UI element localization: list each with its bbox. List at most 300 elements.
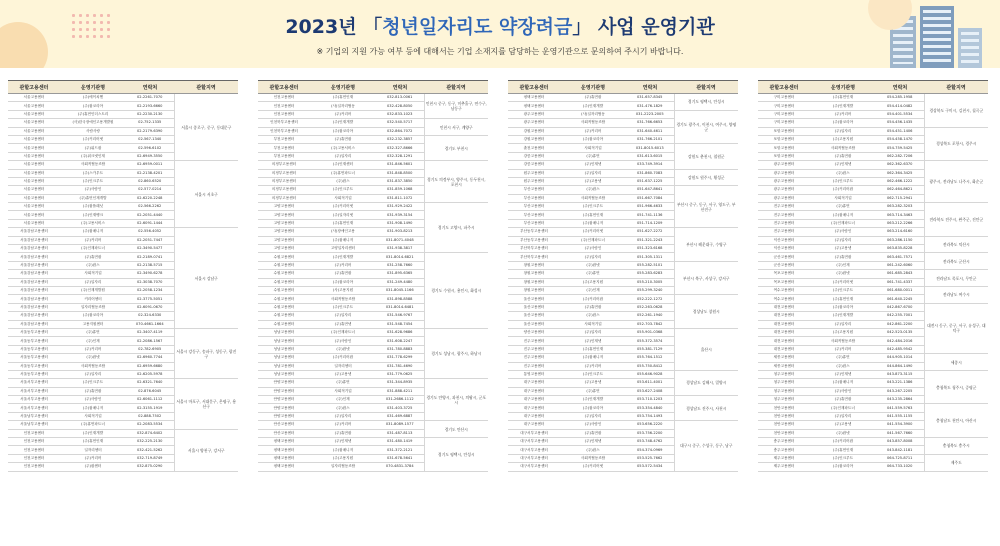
center-cell: 수원고용센터 [258, 278, 310, 286]
agency-name-cell: (주)휴먼 [560, 387, 626, 395]
phone-cell: 031-766-2101 [626, 135, 674, 143]
center-cell: 구미고용센터 [758, 110, 810, 118]
phone-cell: 032-719-8749 [126, 454, 174, 462]
agency-name-cell: 사회적기업 [560, 320, 626, 328]
agency-name-cell: (주)잡코리아 [560, 135, 626, 143]
center-cell: 부산동부고용센터 [508, 236, 560, 244]
table-row [258, 438, 488, 446]
phone-cell: 031-766-6653 [626, 119, 674, 127]
agency-table-panel [758, 80, 988, 472]
agency-table [258, 80, 488, 472]
phone-cell: 031-848-8500 [376, 169, 424, 177]
phone-cell: 063-835-8228 [876, 245, 924, 253]
region-cell: 인천시 중구, 동구, 미추홀구, 연수구, 남동구 [424, 94, 488, 119]
phone-cell: 053-572-5434 [626, 463, 674, 471]
phone-cell: 042-484-2016 [876, 337, 924, 345]
center-cell: 인천북부고용센터 [258, 119, 310, 127]
region-cell: 대전시 동구, 중구, 서구, 유성구, 대덕구 [924, 303, 988, 353]
phone-cell: 062-715-2941 [876, 194, 924, 202]
phone-cell: 02-6959-0011 [126, 161, 174, 169]
phone-cell: 031-657-8345 [626, 94, 674, 102]
phone-cell: 062-464-8621 [876, 186, 924, 194]
agency-name-cell: (주)인재개발 [310, 253, 376, 261]
phone-cell: 042-255-7001 [876, 312, 924, 320]
phone-cell: 061-680-0011 [876, 286, 924, 294]
center-cell: 의정부고용센터 [258, 177, 310, 185]
center-cell: 세종고용센터 [758, 362, 810, 370]
region-cell: 부산시 중구, 동구, 서구, 영도구, 부산진구 [674, 186, 738, 228]
region-cell: 서울시 강동구, 송파구, 성동구, 광진구 [174, 328, 238, 378]
agency-name-cell: (주)잡매니저 [60, 404, 126, 412]
center-cell: 서울고용센터 [8, 144, 60, 152]
region-cell: 전라북도 전주시, 완주군, 진안군 [924, 203, 988, 237]
agency-name-cell: (사)한국장애인고용개발원 [60, 119, 126, 127]
region-cell: 충청남도 천안시, 아산시 [924, 404, 988, 438]
phone-cell: 032-864-7072 [376, 127, 424, 135]
phone-cell: 02-6205-5978 [126, 370, 174, 378]
agency-table-panel [258, 80, 488, 472]
agency-name-cell: (주)휴먼인재 [60, 438, 126, 446]
center-cell: 진주고용센터 [508, 345, 560, 353]
center-cell: 대구고용센터 [508, 379, 560, 387]
phone-cell: 041-554-3900 [876, 421, 924, 429]
agency-name-cell: (주)커리어 [810, 345, 876, 353]
phone-cell: 02-860-6520 [126, 177, 174, 185]
agency-name-cell: (주)고용넷 [810, 245, 876, 253]
agency-name-cell: (주)인재파트너 [60, 245, 126, 253]
agency-name-cell: (주)잡넷 [810, 270, 876, 278]
column-header: 관할고용센터 [8, 81, 60, 94]
phone-cell: 02-3407-4119 [126, 328, 174, 336]
agency-name-cell: (주)잡스 [810, 169, 876, 177]
agency-name-cell: 일자리협동조합 [60, 303, 126, 311]
agency-name-cell: (주)고용넷 [310, 370, 376, 378]
agency-name-cell: (주)잡코리아 [560, 404, 626, 412]
phone-cell: 031-2223-2005 [626, 110, 674, 118]
agency-name-cell: (주)휴먼인재 [810, 295, 876, 303]
phone-cell: 031-781-4690 [376, 362, 424, 370]
phone-cell: 052-703-7842 [626, 320, 674, 328]
table-row [758, 454, 988, 462]
center-cell: 서울동부고용센터 [8, 345, 60, 353]
center-cell: 서울강남고용센터 [8, 312, 60, 320]
center-cell: 원주고용센터 [508, 169, 560, 177]
center-cell: 제주고용센터 [758, 454, 810, 462]
center-cell: 대구고용센터 [508, 412, 560, 420]
center-cell: 고양고용센터 [258, 245, 310, 253]
center-cell: 강원고용센터 [508, 135, 560, 143]
agency-name-cell: (주)위드잡 [60, 144, 126, 152]
center-cell: 부산동부고용센터 [508, 228, 560, 236]
agency-name-cell: (주)휴먼파트너 [310, 169, 376, 177]
phone-cell: 031-779-0625 [376, 370, 424, 378]
agency-name-cell: (주)일자리 [810, 236, 876, 244]
center-cell: 인천고용센터 [258, 102, 310, 110]
table-row [758, 127, 988, 135]
agency-name-cell: (주)휴먼넷 [310, 320, 376, 328]
region-cell: 제주도 [924, 454, 988, 471]
center-cell: 창원고용센터 [508, 270, 560, 278]
phone-cell: 063-212-2266 [876, 219, 924, 227]
phone-cell: 02-2261-7070 [126, 94, 174, 102]
agency-name-cell: (주)인재개발 [810, 312, 876, 320]
center-cell: 광주고용센터 [758, 177, 810, 185]
center-cell: 창원고용센터 [508, 286, 560, 294]
center-cell: 부산북부고용센터 [508, 253, 560, 261]
agency-name-cell: (주)잡센터 [60, 463, 126, 471]
center-cell: 대구서부고용센터 [508, 454, 560, 462]
agency-name-cell: (주)사람인 [810, 228, 876, 236]
center-cell: 서울강남고용센터 [8, 253, 60, 261]
center-cell: 인천북부고용센터 [258, 127, 310, 135]
phone-cell: 061-741-4337 [876, 278, 924, 286]
agency-name-cell: (주)커리어넷 [560, 228, 626, 236]
agency-name-cell: (주)커리어넷 [60, 135, 126, 143]
agency-name-cell: (주)잡코리아 [810, 463, 876, 471]
phone-cell: 054-374-0969 [626, 446, 674, 454]
table-row [508, 110, 738, 118]
center-cell: 고양고용센터 [258, 228, 310, 236]
agency-name-cell: (주)잡코리아 [810, 303, 876, 311]
phone-cell: 02-3490-5477 [126, 245, 174, 253]
table-row [758, 270, 988, 278]
agency-name-cell: (주)인재넷 [560, 438, 626, 446]
center-cell: 울산고용센터 [508, 303, 560, 311]
agency-name-cell: (주)휴먼잡 [60, 387, 126, 395]
agency-name-cell: (사)장애인고용 [310, 228, 376, 236]
column-header: 운영기관명 [60, 81, 126, 94]
phone-cell: 02-782-6905 [126, 345, 174, 353]
agency-name-cell: (주)잡스 [310, 177, 376, 185]
center-cell: 서울동부고용센터 [8, 362, 60, 370]
center-cell: 천안고용센터 [758, 412, 810, 420]
agency-name-cell: (주)잡매니저 [810, 211, 876, 219]
center-cell: 익산고용센터 [758, 245, 810, 253]
agency-name-cell: (사)일자리협동 [310, 102, 376, 110]
agency-name-cell: (주)잡매니저 [60, 228, 126, 236]
phone-cell: 052-261-1940 [626, 312, 674, 320]
center-cell: 인천고용센터 [8, 429, 60, 437]
center-cell: 서울남부고용센터 [8, 421, 60, 429]
region-cell: 세종시 [924, 354, 988, 371]
agency-name-cell: (주)인재파트너 [810, 219, 876, 227]
center-cell: 인천고용센터 [8, 463, 60, 471]
region-cell: 경기도 부천시 [424, 135, 488, 160]
agency-name-cell: (주)커리어넷 [810, 278, 876, 286]
agency-name-cell: (주)일자리 [60, 278, 126, 286]
region-cell: 경상북도 구미시, 김천시, 칠곡군 [924, 94, 988, 128]
table-row [8, 228, 238, 236]
agency-name-cell: (주)휴먼잡 [310, 429, 376, 437]
region-cell: 강원도 춘천시, 철원군 [674, 144, 738, 169]
center-cell: 서울고용센터 [8, 219, 60, 227]
agency-name-cell: (주)휴먼 [310, 379, 376, 387]
phone-cell: 02-6960-7744 [126, 354, 174, 362]
phone-cell: 044-905-1014 [876, 354, 924, 362]
center-cell: 광주고용센터 [508, 119, 560, 127]
table-row [758, 354, 988, 362]
region-cell: 충청북도 청주시, 증평군 [924, 370, 988, 404]
center-cell: 서울강남고용센터 [8, 303, 60, 311]
center-cell: 서울고용센터 [8, 186, 60, 194]
center-cell: 세종고용센터 [758, 354, 810, 362]
center-cell: 수원고용센터 [258, 270, 310, 278]
agency-name-cell: (주)일자리 [310, 312, 376, 320]
agency-name-cell: (주)사람인 [310, 337, 376, 345]
agency-name-cell: 사회적협동조합 [810, 337, 876, 345]
phone-cell: 063-461-7571 [876, 253, 924, 261]
agency-name-cell: (주)잡넷 [560, 261, 626, 269]
agency-name-cell: (주)커리어 [310, 110, 376, 118]
agency-name-cell: (주)고용넷 [560, 379, 626, 387]
center-cell: 양산고용센터 [508, 328, 560, 336]
agency-name-cell: (주)인재파트너 [810, 404, 876, 412]
phone-cell: 032-328-1291 [376, 152, 424, 160]
center-cell: 군산고용센터 [758, 253, 810, 261]
center-cell: 성남고용센터 [258, 370, 310, 378]
phone-cell: 031-837-3850 [376, 177, 424, 185]
agency-name-cell: (주)고용지원 [810, 328, 876, 336]
center-cell: 대전고용센터 [758, 303, 810, 311]
phone-cell: 02-566-2262 [126, 203, 174, 211]
center-cell: 서울강남고용센터 [8, 270, 60, 278]
agency-name-cell: (주)잡매니저 [310, 446, 376, 454]
center-cell: 천안고용센터 [758, 429, 810, 437]
center-cell: 서울서부고용센터 [8, 379, 60, 387]
table-row [508, 186, 738, 194]
phone-cell: 02-2230-2130 [126, 110, 174, 118]
column-header: 운영기관명 [310, 81, 376, 94]
phone-cell: 02-577-0214 [126, 186, 174, 194]
table-row [758, 303, 988, 311]
phone-cell: 043-873-3115 [876, 370, 924, 378]
agency-name-cell: (주)휴먼 [560, 152, 626, 160]
column-header: 운영기관명 [810, 81, 876, 94]
center-cell: 구미고용센터 [758, 102, 810, 110]
table-row [758, 94, 988, 102]
agency-name-cell: (주)커리어잡 [310, 354, 376, 362]
column-header: 연락처 [376, 81, 424, 94]
agency-table-panel [508, 80, 738, 472]
center-cell: 수원고용센터 [258, 312, 310, 320]
region-cell: 경기도 안양시, 과천시, 의왕시, 군포시 [424, 379, 488, 421]
center-cell: 성남고용센터 [258, 328, 310, 336]
agency-name-cell: (주)커리어잡 [560, 295, 626, 303]
region-cell: 경상남도 진주시, 사천시 [674, 396, 738, 421]
phone-cell: 031-903-8213 [376, 228, 424, 236]
phone-cell: 02-6959-6680 [126, 362, 174, 370]
table-row [508, 396, 738, 404]
agency-name-cell: (주)일자리 [810, 127, 876, 135]
column-header: 관할지역 [674, 81, 738, 94]
agency-name-cell: (주)휴먼인재 [310, 94, 376, 102]
agency-name-cell: (주)휴먼잡 [810, 396, 876, 404]
phone-cell: 02-6220-2248 [126, 194, 174, 202]
agency-name-cell: (주)고용지원 [560, 278, 626, 286]
phone-cell: 051-741-1136 [626, 211, 674, 219]
phone-cell: 053-611-4001 [626, 379, 674, 387]
center-cell: 충주고용센터 [758, 446, 810, 454]
phone-cell: 02-2138-5715 [126, 261, 174, 269]
center-cell: 부천고용센터 [258, 144, 310, 152]
center-cell: 대구서부고용센터 [508, 446, 560, 454]
agency-name-cell: (주)일자리 [560, 253, 626, 261]
center-cell: 창원고용센터 [508, 261, 560, 269]
agency-name-cell: (주)인크루트 [810, 454, 876, 462]
center-cell: 강릉고용센터 [508, 152, 560, 160]
center-cell: 서울고용센터 [8, 203, 60, 211]
region-cell: 경상북도 포항시, 경주시 [924, 127, 988, 161]
phone-cell: 031-608-2247 [376, 337, 424, 345]
phone-cell: 055-901-0368 [626, 328, 674, 336]
agency-name-cell: (주)휴먼인재 [310, 219, 376, 227]
phone-cell: 031-888-4211 [376, 387, 424, 395]
center-cell: 포항고용센터 [758, 144, 810, 152]
agency-name-cell: (주)잡코리아 [60, 102, 126, 110]
agency-name-cell: (주)휴먼잡 [560, 429, 626, 437]
phone-cell: 051-637-1225 [626, 177, 674, 185]
phone-cell: 053-710-1203 [626, 396, 674, 404]
agency-name-cell: (주)사람인 [560, 245, 626, 253]
phone-cell: 032-421-5262 [126, 446, 174, 454]
phone-cell: 031-778-6299 [376, 354, 424, 362]
agency-name-cell: 사회적기업 [310, 194, 376, 202]
phone-cell: 032-327-8666 [376, 144, 424, 152]
phone-cell: 031-811-1072 [376, 194, 424, 202]
phone-cell: 055-282-5101 [626, 261, 674, 269]
table-header-row [758, 81, 988, 94]
center-cell: 서울강남고용센터 [8, 236, 60, 244]
agency-name-cell: (사)고용지원 [310, 286, 376, 294]
agency-name-cell: (주)커리어 [310, 261, 376, 269]
agency-name-cell: (주)사람인 [60, 396, 126, 404]
table-row [508, 328, 738, 336]
agency-name-cell: (주)일자리 [560, 169, 626, 177]
region-cell: 전라북도 군산시 [924, 253, 988, 270]
center-cell: 부산고용센터 [508, 203, 560, 211]
phone-cell: 031-908-1490 [376, 219, 424, 227]
center-cell: 구미고용센터 [758, 119, 810, 127]
center-cell: 서울강남고용센터 [8, 228, 60, 236]
table-row [508, 144, 738, 152]
page-title: 2023년 「청년일자리도 약장려금」 사업 운영기관 [285, 16, 715, 38]
agency-name-cell: (주)인재 [560, 286, 626, 294]
agency-name-cell: (주)인재센터 [310, 161, 376, 169]
agency-name-cell: (주)잡넷 [60, 354, 126, 362]
phone-cell: 064-725-8711 [876, 454, 924, 462]
center-cell: 인천고용센터 [8, 446, 60, 454]
phone-cell: 054-759-5425 [876, 144, 924, 152]
center-cell: 서울고용센터 [8, 110, 60, 118]
center-cell: 서울강남고용센터 [8, 295, 60, 303]
center-cell: 서울강남고용센터 [8, 245, 60, 253]
column-header: 관할고용센터 [508, 81, 560, 94]
agency-name-cell: (주)일자리 [810, 320, 876, 328]
region-cell: 경기도 평택시, 안성시 [674, 94, 738, 111]
phone-cell: 032-833-1023 [376, 110, 424, 118]
center-cell: 부천고용센터 [258, 152, 310, 160]
center-cell: 대전고용센터 [758, 345, 810, 353]
phone-cell: 032-225-2130 [126, 438, 174, 446]
center-cell: 수원고용센터 [258, 320, 310, 328]
table-row [508, 370, 738, 378]
agency-name-cell: (주)고용지원 [810, 135, 876, 143]
region-cell: 경상남도 김해시, 밀양시 [674, 370, 738, 395]
agency-name-cell: (주)인재뱅크 [60, 211, 126, 219]
table-row [758, 370, 988, 378]
column-header: 관할지역 [424, 81, 488, 94]
phone-cell: 053-525-7662 [626, 454, 674, 462]
center-cell: 목포고용센터 [758, 278, 810, 286]
center-cell: 강원고용센터 [508, 127, 560, 135]
center-cell: 부산북부고용센터 [508, 245, 560, 253]
agency-name-cell: (주)휴먼 [810, 354, 876, 362]
phone-cell: 031-846-5601 [376, 161, 424, 169]
phone-cell: 031-2686-1112 [376, 396, 424, 404]
phone-cell: 02-752-1335 [126, 119, 174, 127]
agency-name-cell: 사회적협동조합 [60, 161, 126, 169]
center-cell: 강릉고용센터 [508, 161, 560, 169]
center-cell: 목포고용센터 [758, 270, 810, 278]
phone-cell: 032-232-3857 [376, 135, 424, 143]
center-cell: 원주고용센터 [508, 177, 560, 185]
agency-name-cell: (주)잡넷 [810, 429, 876, 437]
center-cell: 대구서부고용센터 [508, 438, 560, 446]
table-row [8, 328, 238, 336]
center-cell: 안산고용센터 [258, 421, 310, 429]
phone-cell: 02-6091-1444 [126, 219, 174, 227]
agency-name-cell: 사회적기업 [60, 270, 126, 278]
agency-name-cell: 고용지원센터 [60, 320, 126, 328]
agency-name-cell: (주)휴먼인더스트리 [60, 110, 126, 118]
agency-name-cell: 사회적협동조합 [310, 295, 376, 303]
agency-name-cell: (주)잡매니저 [560, 354, 626, 362]
phone-cell: 02-3155-1919 [126, 404, 174, 412]
agency-name-cell: (주)휴먼 [810, 203, 876, 211]
phone-cell: 031-8071-4048 [376, 236, 424, 244]
agency-name-cell: (주)커리어 [60, 345, 126, 353]
agency-name-cell: 일자리협동조합 [310, 463, 376, 471]
center-cell: 안양고용센터 [258, 387, 310, 395]
agency-name-cell: (주)일자리 [60, 370, 126, 378]
phone-cell: 02-3038-7070 [126, 278, 174, 286]
table-row [8, 94, 238, 102]
center-cell: 대전고용센터 [758, 337, 810, 345]
agency-name-cell: 사회적협동조합 [60, 362, 126, 370]
agency-name-cell: (주)일자리 [810, 412, 876, 420]
center-cell: 서울동부고용센터 [8, 370, 60, 378]
region-cell: 경기도 수원시, 용인시, 화성시 [424, 253, 488, 329]
center-cell: 성남고용센터 [258, 354, 310, 362]
agency-name-cell: (주)고용지원 [310, 454, 376, 462]
table-row [258, 328, 488, 336]
phone-cell: 02-567-1340 [126, 135, 174, 143]
agency-name-cell: (주)휴먼 [560, 270, 626, 278]
region-cell: 경기도 광주시, 이천시, 여주시, 양평군 [674, 110, 738, 144]
agency-name-cell: (주)사람인 [60, 186, 126, 194]
agency-name-cell: 사회적기업 [60, 412, 126, 420]
phone-cell: 02-6321-7640 [126, 379, 174, 387]
center-cell: 고양고용센터 [258, 211, 310, 219]
phone-cell: 054-285-1958 [876, 94, 924, 102]
center-cell: 청주고용센터 [758, 370, 810, 378]
center-cell: 부산고용센터 [508, 194, 560, 202]
center-cell: 의정부고용센터 [258, 169, 310, 177]
phone-cell: 053-627-2408 [626, 387, 674, 395]
phone-cell: 031-939-3154 [376, 211, 424, 219]
region-cell: 대구시 중구, 수성구, 동구, 남구 [674, 421, 738, 471]
center-cell: 광주고용센터 [758, 161, 810, 169]
